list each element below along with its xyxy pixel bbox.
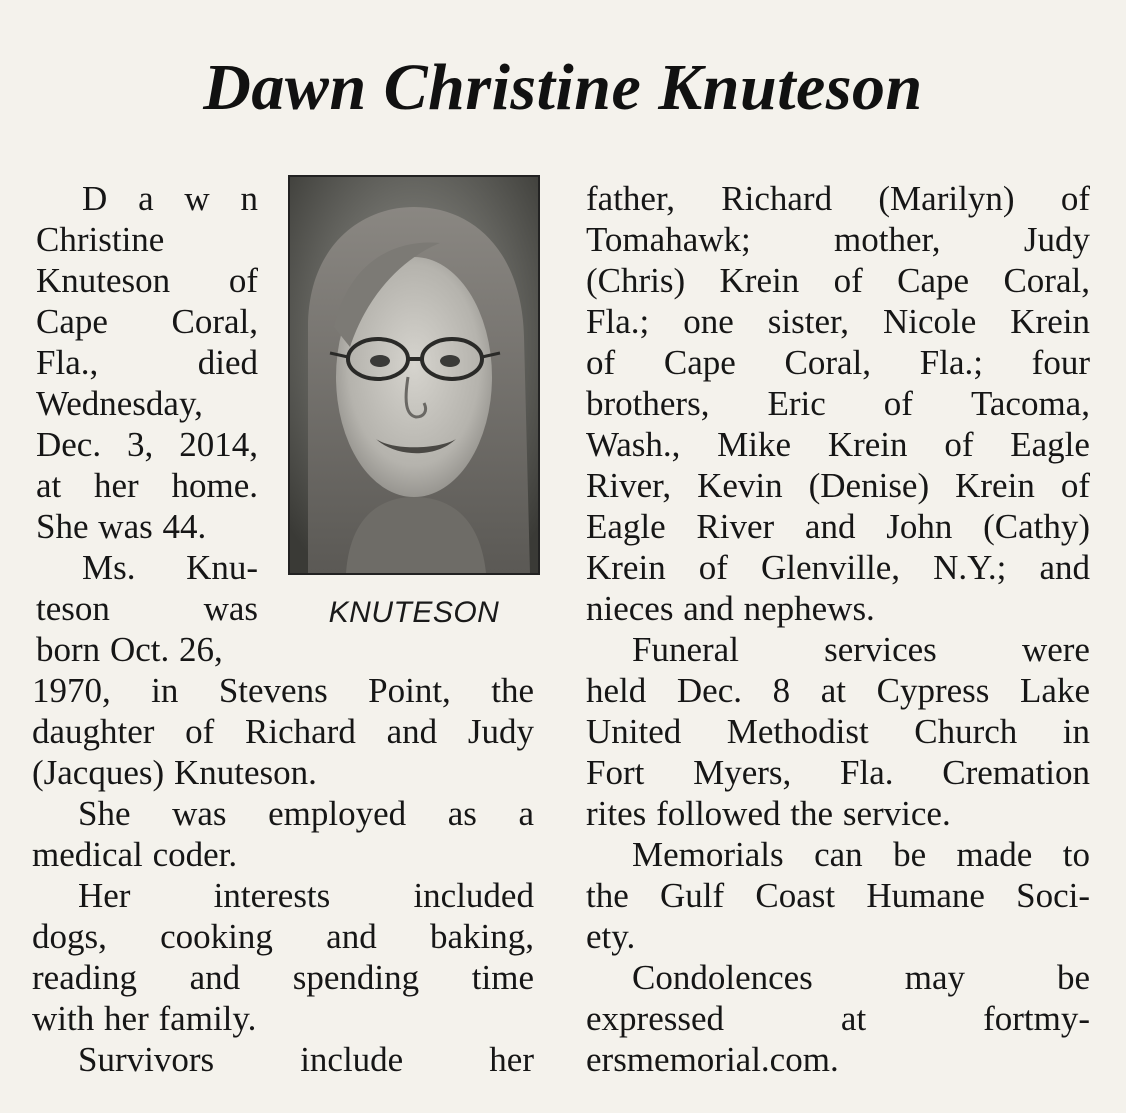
text-line: Krein of Glenville, N.Y.; and [586,548,1090,587]
text-line: Dec. 3, 2014, [36,425,258,464]
text-line: ety. [586,917,636,956]
text-line: She was employed as a [78,794,534,833]
text-line: held Dec. 8 at Cypress Lake [586,671,1090,710]
text-line: ersmemorial.com. [586,1040,839,1079]
text-line: rites followed the service. [586,794,951,833]
text-line: Knuteson of [36,261,258,300]
text-line: born Oct. 26, [36,630,223,669]
text-line: Fort Myers, Fla. Cremation [586,753,1090,792]
text-line: medical coder. [32,835,238,874]
text-line: Funeral services were [632,630,1090,669]
text-line: Memorials can be made to [632,835,1090,874]
text-line: Ms. Knu- [82,548,258,587]
text-line: Wednesday, [36,384,203,423]
text-line: 1970, in Stevens Point, the [32,671,534,710]
text-line: father, Richard (Marilyn) of [586,179,1090,218]
text-line: dogs, cooking and baking, [32,917,534,956]
text-line: (Jacques) Knuteson. [32,753,317,792]
text-line: Condolences may be [632,958,1090,997]
text-line: Wash., Mike Krein of Eagle [586,425,1090,464]
text-line: D a w n [82,179,258,218]
text-line: United Methodist Church in [586,712,1090,751]
text-line: teson was [36,589,258,628]
text-line: She was 44. [36,507,207,546]
portrait-photo-icon [290,177,538,573]
text-line: brothers, Eric of Tacoma, [586,384,1090,423]
text-line: Eagle River and John (Cathy) [586,507,1090,546]
text-line: of Cape Coral, Fla.; four [586,343,1090,382]
photo-caption: KNUTESON [328,596,500,629]
text-line: River, Kevin (Denise) Krein of [586,466,1090,505]
text-line: nieces and nephews. [586,589,875,628]
text-line: Fla.; one sister, Nicole Krein [586,302,1090,341]
text-line: daughter of Richard and Judy [32,712,534,751]
obituary-headline: Dawn Christine Knuteson [203,51,923,124]
text-line: Fla., died [36,343,258,382]
text-line: Christine [36,220,165,259]
text-line: (Chris) Krein of Cape Coral, [586,261,1090,300]
text-line: Tomahawk; mother, Judy [586,220,1090,259]
text-line: reading and spending time [32,958,534,997]
text-line: Survivors include her [78,1040,534,1079]
text-line: expressed at fortmy- [586,999,1090,1038]
text-line: with her family. [32,999,257,1038]
portrait-photo [288,175,540,575]
text-line: Cape Coral, [36,302,258,341]
text-line: the Gulf Coast Humane Soci- [586,876,1090,915]
text-line: Her interests included [78,876,534,915]
text-line: at her home. [36,466,258,505]
